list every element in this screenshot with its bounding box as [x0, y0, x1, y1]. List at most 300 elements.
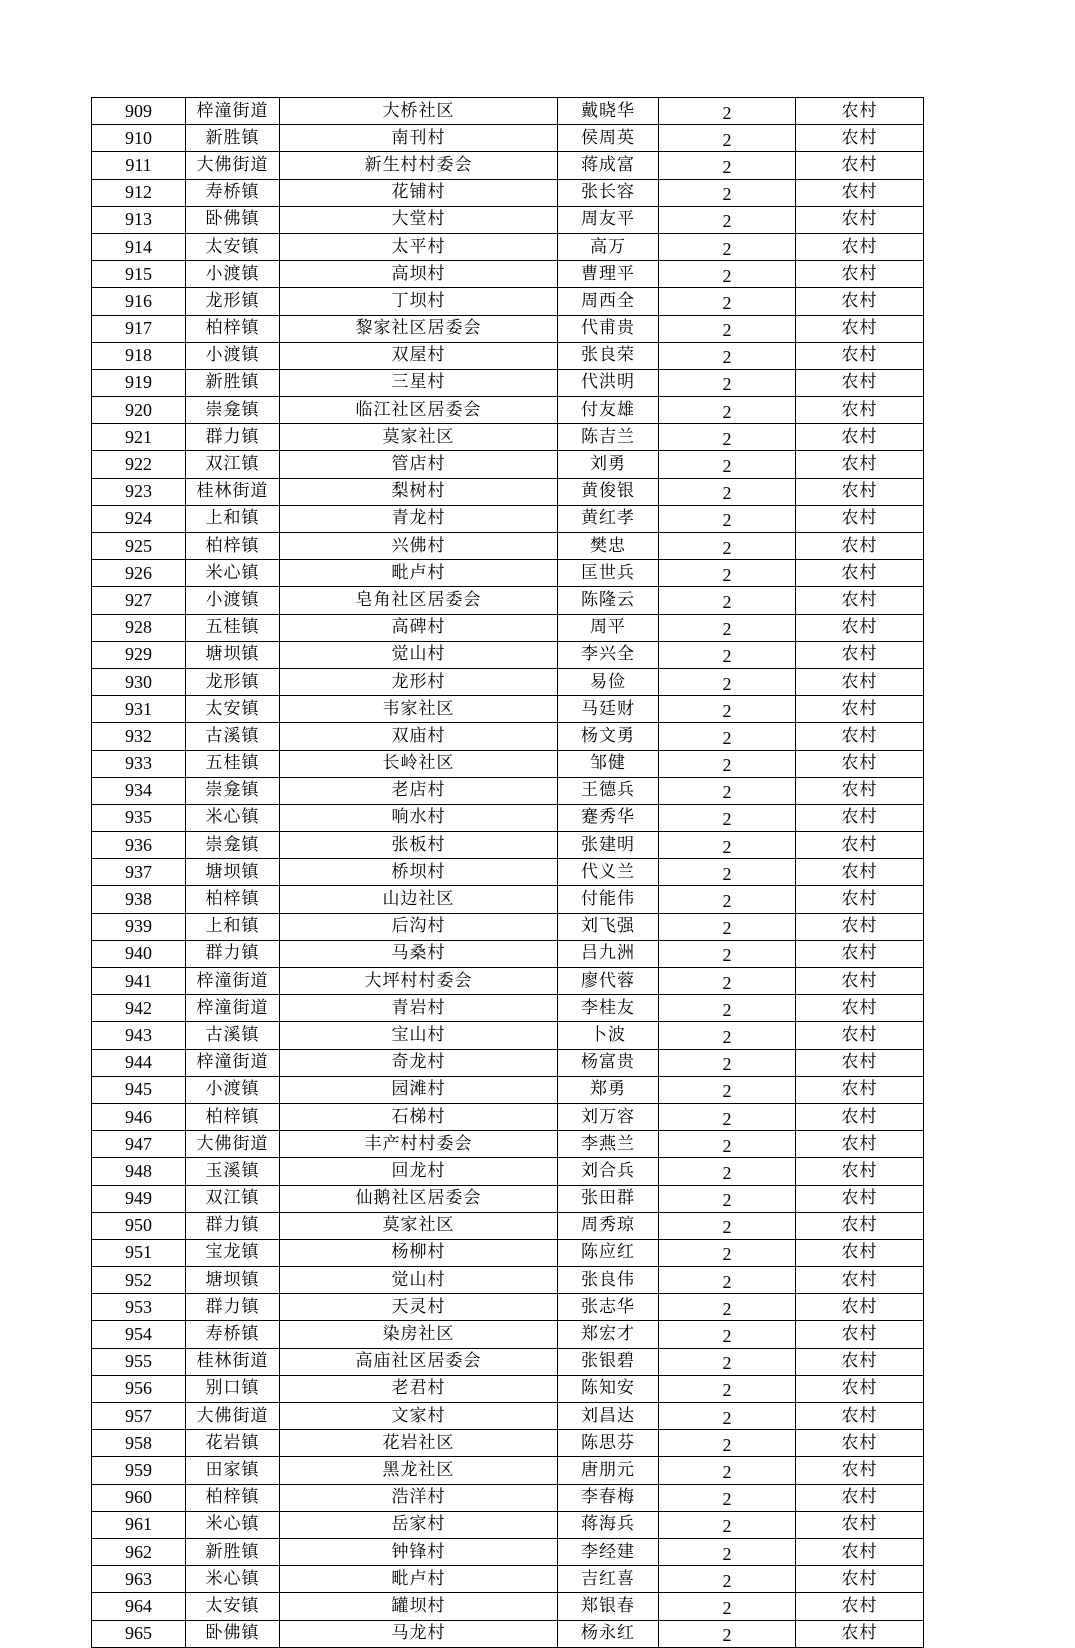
township-cell: 桂林街道 [186, 478, 280, 505]
township-cell: 柏梓镇 [186, 1484, 280, 1511]
township-cell: 新胜镇 [186, 125, 280, 152]
person-name-cell: 樊忠 [558, 533, 659, 560]
table-row [92, 560, 924, 587]
person-name-cell: 李桂友 [558, 995, 659, 1022]
person-name-cell: 陈知安 [558, 1375, 659, 1402]
count-cell: 2 [659, 179, 796, 206]
category-cell: 农村 [796, 206, 924, 233]
row-number-cell: 941 [92, 968, 186, 995]
count-cell: 2 [659, 478, 796, 505]
person-name-cell: 邹健 [558, 750, 659, 777]
village-cell: 天灵村 [280, 1294, 558, 1321]
row-number-cell: 958 [92, 1430, 186, 1457]
table-row [92, 1511, 924, 1538]
village-cell: 奇龙村 [280, 1049, 558, 1076]
township-cell: 群力镇 [186, 1212, 280, 1239]
person-name-cell: 代洪明 [558, 369, 659, 396]
village-cell: 后沟村 [280, 913, 558, 940]
township-cell: 塘坝镇 [186, 859, 280, 886]
row-number-cell: 962 [92, 1538, 186, 1565]
township-cell: 龙形镇 [186, 288, 280, 315]
count-cell: 2 [659, 1620, 796, 1647]
village-cell: 黎家社区居委会 [280, 315, 558, 342]
township-cell: 崇龛镇 [186, 832, 280, 859]
count-cell: 2 [659, 1185, 796, 1212]
person-name-cell: 李兴全 [558, 641, 659, 668]
person-name-cell: 杨永红 [558, 1620, 659, 1647]
village-cell: 长岭社区 [280, 750, 558, 777]
township-cell: 田家镇 [186, 1457, 280, 1484]
count-cell: 2 [659, 696, 796, 723]
category-cell: 农村 [796, 424, 924, 451]
township-cell: 米心镇 [186, 804, 280, 831]
person-name-cell: 曹理平 [558, 261, 659, 288]
count-cell: 2 [659, 1103, 796, 1130]
table-row [92, 1185, 924, 1212]
count-cell: 2 [659, 1593, 796, 1620]
category-cell: 农村 [796, 533, 924, 560]
person-name-cell: 唐朋元 [558, 1457, 659, 1484]
category-cell: 农村 [796, 668, 924, 695]
category-cell: 农村 [796, 641, 924, 668]
village-cell: 高碑村 [280, 614, 558, 641]
row-number-cell: 944 [92, 1049, 186, 1076]
person-name-cell: 周友平 [558, 206, 659, 233]
person-name-cell: 张长容 [558, 179, 659, 206]
person-name-cell: 黄俊银 [558, 478, 659, 505]
category-cell: 农村 [796, 859, 924, 886]
row-number-cell: 954 [92, 1321, 186, 1348]
village-cell: 青岩村 [280, 995, 558, 1022]
category-cell: 农村 [796, 1457, 924, 1484]
village-cell: 染房社区 [280, 1321, 558, 1348]
category-cell: 农村 [796, 288, 924, 315]
village-cell: 石梯村 [280, 1103, 558, 1130]
row-number-cell: 950 [92, 1212, 186, 1239]
township-cell: 柏梓镇 [186, 886, 280, 913]
row-number-cell: 938 [92, 886, 186, 913]
row-number-cell: 921 [92, 424, 186, 451]
table-row [92, 261, 924, 288]
count-cell: 2 [659, 777, 796, 804]
count-cell: 2 [659, 804, 796, 831]
table-row [92, 886, 924, 913]
row-number-cell: 931 [92, 696, 186, 723]
village-cell: 老君村 [280, 1375, 558, 1402]
row-number-cell: 939 [92, 913, 186, 940]
table-row [92, 233, 924, 260]
village-cell: 丰产村村委会 [280, 1131, 558, 1158]
township-cell: 崇龛镇 [186, 397, 280, 424]
count-cell: 2 [659, 1212, 796, 1239]
category-cell: 农村 [796, 478, 924, 505]
person-name-cell: 吕九洲 [558, 940, 659, 967]
category-cell: 农村 [796, 342, 924, 369]
township-cell: 太安镇 [186, 696, 280, 723]
village-cell: 管店村 [280, 451, 558, 478]
person-name-cell: 卜波 [558, 1022, 659, 1049]
township-cell: 新胜镇 [186, 369, 280, 396]
table-row [92, 1076, 924, 1103]
row-number-cell: 919 [92, 369, 186, 396]
row-number-cell: 946 [92, 1103, 186, 1130]
category-cell: 农村 [796, 1620, 924, 1647]
township-cell: 塘坝镇 [186, 641, 280, 668]
village-cell: 黑龙社区 [280, 1457, 558, 1484]
township-cell: 新胜镇 [186, 1538, 280, 1565]
row-number-cell: 920 [92, 397, 186, 424]
row-number-cell: 912 [92, 179, 186, 206]
township-cell: 宝龙镇 [186, 1239, 280, 1266]
row-number-cell: 926 [92, 560, 186, 587]
village-cell: 马龙村 [280, 1620, 558, 1647]
category-cell: 农村 [796, 750, 924, 777]
person-name-cell: 王德兵 [558, 777, 659, 804]
row-number-cell: 923 [92, 478, 186, 505]
table-row [92, 940, 924, 967]
township-cell: 上和镇 [186, 505, 280, 532]
township-cell: 别口镇 [186, 1375, 280, 1402]
person-name-cell: 张田群 [558, 1185, 659, 1212]
person-name-cell: 侯周英 [558, 125, 659, 152]
count-cell: 2 [659, 723, 796, 750]
category-cell: 农村 [796, 369, 924, 396]
roster-table-body [92, 98, 924, 1648]
township-cell: 大佛街道 [186, 1131, 280, 1158]
table-row [92, 1267, 924, 1294]
table-row [92, 913, 924, 940]
township-cell: 米心镇 [186, 560, 280, 587]
township-cell: 龙形镇 [186, 668, 280, 695]
table-row [92, 1158, 924, 1185]
row-number-cell: 963 [92, 1566, 186, 1593]
count-cell: 2 [659, 886, 796, 913]
township-cell: 群力镇 [186, 940, 280, 967]
township-cell: 梓潼街道 [186, 98, 280, 125]
table-row [92, 614, 924, 641]
category-cell: 农村 [796, 804, 924, 831]
person-name-cell: 陈应红 [558, 1239, 659, 1266]
count-cell: 2 [659, 451, 796, 478]
table-row [92, 98, 924, 125]
category-cell: 农村 [796, 152, 924, 179]
row-number-cell: 930 [92, 668, 186, 695]
village-cell: 青龙村 [280, 505, 558, 532]
table-row [92, 859, 924, 886]
count-cell: 2 [659, 288, 796, 315]
village-cell: 觉山村 [280, 641, 558, 668]
township-cell: 双江镇 [186, 451, 280, 478]
person-name-cell: 刘万容 [558, 1103, 659, 1130]
person-name-cell: 代义兰 [558, 859, 659, 886]
township-cell: 米心镇 [186, 1566, 280, 1593]
table-row [92, 804, 924, 831]
category-cell: 农村 [796, 1566, 924, 1593]
table-row [92, 1049, 924, 1076]
category-cell: 农村 [796, 1185, 924, 1212]
category-cell: 农村 [796, 1484, 924, 1511]
count-cell: 2 [659, 206, 796, 233]
category-cell: 农村 [796, 179, 924, 206]
count-cell: 2 [659, 1049, 796, 1076]
person-name-cell: 戴晓华 [558, 98, 659, 125]
table-row [92, 152, 924, 179]
township-cell: 梓潼街道 [186, 995, 280, 1022]
table-row [92, 777, 924, 804]
village-cell: 梨树村 [280, 478, 558, 505]
person-name-cell: 刘勇 [558, 451, 659, 478]
township-cell: 古溪镇 [186, 1022, 280, 1049]
count-cell: 2 [659, 913, 796, 940]
township-cell: 小渡镇 [186, 261, 280, 288]
township-cell: 上和镇 [186, 913, 280, 940]
village-cell: 高坝村 [280, 261, 558, 288]
person-name-cell: 陈吉兰 [558, 424, 659, 451]
category-cell: 农村 [796, 261, 924, 288]
row-number-cell: 922 [92, 451, 186, 478]
person-name-cell: 蒋成富 [558, 152, 659, 179]
township-cell: 古溪镇 [186, 723, 280, 750]
person-name-cell: 李春梅 [558, 1484, 659, 1511]
village-cell: 南刊村 [280, 125, 558, 152]
table-row [92, 369, 924, 396]
township-cell: 五桂镇 [186, 614, 280, 641]
person-name-cell: 李燕兰 [558, 1131, 659, 1158]
count-cell: 2 [659, 1538, 796, 1565]
category-cell: 农村 [796, 1049, 924, 1076]
row-number-cell: 959 [92, 1457, 186, 1484]
table-row [92, 1348, 924, 1375]
village-cell: 双庙村 [280, 723, 558, 750]
category-cell: 农村 [796, 1212, 924, 1239]
table-row [92, 315, 924, 342]
township-cell: 群力镇 [186, 1294, 280, 1321]
count-cell: 2 [659, 1403, 796, 1430]
person-name-cell: 蹇秀华 [558, 804, 659, 831]
township-cell: 太安镇 [186, 233, 280, 260]
person-name-cell: 蒋海兵 [558, 1511, 659, 1538]
count-cell: 2 [659, 560, 796, 587]
count-cell: 2 [659, 587, 796, 614]
person-name-cell: 周平 [558, 614, 659, 641]
count-cell: 2 [659, 832, 796, 859]
village-cell: 皂角社区居委会 [280, 587, 558, 614]
table-row [92, 1457, 924, 1484]
row-number-cell: 947 [92, 1131, 186, 1158]
count-cell: 2 [659, 1131, 796, 1158]
table-row [92, 1022, 924, 1049]
category-cell: 农村 [796, 1375, 924, 1402]
row-number-cell: 911 [92, 152, 186, 179]
count-cell: 2 [659, 125, 796, 152]
table-row [92, 397, 924, 424]
township-cell: 梓潼街道 [186, 1049, 280, 1076]
village-cell: 太平村 [280, 233, 558, 260]
township-cell: 大佛街道 [186, 1403, 280, 1430]
table-row [92, 478, 924, 505]
village-cell: 园滩村 [280, 1076, 558, 1103]
row-number-cell: 925 [92, 533, 186, 560]
person-name-cell: 郑勇 [558, 1076, 659, 1103]
category-cell: 农村 [796, 315, 924, 342]
person-name-cell: 匡世兵 [558, 560, 659, 587]
row-number-cell: 917 [92, 315, 186, 342]
count-cell: 2 [659, 152, 796, 179]
category-cell: 农村 [796, 886, 924, 913]
person-name-cell: 付友雄 [558, 397, 659, 424]
roster-table [91, 97, 924, 1648]
category-cell: 农村 [796, 1593, 924, 1620]
table-row [92, 1538, 924, 1565]
person-name-cell: 李经建 [558, 1538, 659, 1565]
row-number-cell: 933 [92, 750, 186, 777]
category-cell: 农村 [796, 587, 924, 614]
category-cell: 农村 [796, 777, 924, 804]
row-number-cell: 916 [92, 288, 186, 315]
category-cell: 农村 [796, 1022, 924, 1049]
count-cell: 2 [659, 1375, 796, 1402]
category-cell: 农村 [796, 98, 924, 125]
count-cell: 2 [659, 614, 796, 641]
category-cell: 农村 [796, 1403, 924, 1430]
category-cell: 农村 [796, 397, 924, 424]
township-cell: 小渡镇 [186, 342, 280, 369]
row-number-cell: 942 [92, 995, 186, 1022]
table-row [92, 1103, 924, 1130]
village-cell: 双屋村 [280, 342, 558, 369]
category-cell: 农村 [796, 233, 924, 260]
row-number-cell: 937 [92, 859, 186, 886]
row-number-cell: 951 [92, 1239, 186, 1266]
category-cell: 农村 [796, 723, 924, 750]
category-cell: 农村 [796, 940, 924, 967]
village-cell: 三星村 [280, 369, 558, 396]
village-cell: 兴佛村 [280, 533, 558, 560]
township-cell: 花岩镇 [186, 1430, 280, 1457]
row-number-cell: 964 [92, 1593, 186, 1620]
person-name-cell: 张建明 [558, 832, 659, 859]
row-number-cell: 914 [92, 233, 186, 260]
row-number-cell: 913 [92, 206, 186, 233]
table-row [92, 1131, 924, 1158]
table-row [92, 995, 924, 1022]
township-cell: 卧佛镇 [186, 206, 280, 233]
count-cell: 2 [659, 940, 796, 967]
row-number-cell: 960 [92, 1484, 186, 1511]
village-cell: 大桥社区 [280, 98, 558, 125]
township-cell: 群力镇 [186, 424, 280, 451]
township-cell: 太安镇 [186, 1593, 280, 1620]
table-row [92, 1484, 924, 1511]
person-name-cell: 刘合兵 [558, 1158, 659, 1185]
village-cell: 响水村 [280, 804, 558, 831]
row-number-cell: 929 [92, 641, 186, 668]
table-row [92, 1620, 924, 1647]
village-cell: 毗卢村 [280, 560, 558, 587]
table-row [92, 1375, 924, 1402]
category-cell: 农村 [796, 1076, 924, 1103]
row-number-cell: 943 [92, 1022, 186, 1049]
village-cell: 老店村 [280, 777, 558, 804]
person-name-cell: 刘飞强 [558, 913, 659, 940]
person-name-cell: 郑宏才 [558, 1321, 659, 1348]
category-cell: 农村 [796, 1103, 924, 1130]
row-number-cell: 924 [92, 505, 186, 532]
table-row [92, 1239, 924, 1266]
count-cell: 2 [659, 261, 796, 288]
village-cell: 马桑村 [280, 940, 558, 967]
township-cell: 小渡镇 [186, 1076, 280, 1103]
person-name-cell: 陈隆云 [558, 587, 659, 614]
table-row [92, 125, 924, 152]
village-cell: 钟锋村 [280, 1538, 558, 1565]
table-row [92, 533, 924, 560]
person-name-cell: 郑银春 [558, 1593, 659, 1620]
village-cell: 大堂村 [280, 206, 558, 233]
row-number-cell: 918 [92, 342, 186, 369]
person-name-cell: 黄红孝 [558, 505, 659, 532]
category-cell: 农村 [796, 968, 924, 995]
township-cell: 梓潼街道 [186, 968, 280, 995]
person-name-cell: 张良荣 [558, 342, 659, 369]
township-cell: 双江镇 [186, 1185, 280, 1212]
table-row [92, 451, 924, 478]
table-row [92, 1212, 924, 1239]
count-cell: 2 [659, 533, 796, 560]
village-cell: 莫家社区 [280, 424, 558, 451]
row-number-cell: 932 [92, 723, 186, 750]
table-row [92, 206, 924, 233]
table-row [92, 342, 924, 369]
village-cell: 花岩社区 [280, 1430, 558, 1457]
person-name-cell: 张银碧 [558, 1348, 659, 1375]
village-cell: 大坪村村委会 [280, 968, 558, 995]
person-name-cell: 易俭 [558, 668, 659, 695]
row-number-cell: 956 [92, 1375, 186, 1402]
count-cell: 2 [659, 1457, 796, 1484]
township-cell: 大佛街道 [186, 152, 280, 179]
table-row [92, 1403, 924, 1430]
category-cell: 农村 [796, 505, 924, 532]
village-cell: 毗卢村 [280, 1566, 558, 1593]
count-cell: 2 [659, 1294, 796, 1321]
category-cell: 农村 [796, 995, 924, 1022]
row-number-cell: 952 [92, 1267, 186, 1294]
row-number-cell: 957 [92, 1403, 186, 1430]
row-number-cell: 961 [92, 1511, 186, 1538]
table-row [92, 1593, 924, 1620]
count-cell: 2 [659, 641, 796, 668]
category-cell: 农村 [796, 1348, 924, 1375]
village-cell: 张板村 [280, 832, 558, 859]
count-cell: 2 [659, 1511, 796, 1538]
village-cell: 莫家社区 [280, 1212, 558, 1239]
table-row [92, 696, 924, 723]
category-cell: 农村 [796, 832, 924, 859]
table-row [92, 668, 924, 695]
table-row [92, 1430, 924, 1457]
township-cell: 米心镇 [186, 1511, 280, 1538]
count-cell: 2 [659, 859, 796, 886]
person-name-cell: 张良伟 [558, 1267, 659, 1294]
count-cell: 2 [659, 1430, 796, 1457]
village-cell: 高庙社区居委会 [280, 1348, 558, 1375]
village-cell: 文家村 [280, 1403, 558, 1430]
table-row [92, 1566, 924, 1593]
count-cell: 2 [659, 968, 796, 995]
count-cell: 2 [659, 1158, 796, 1185]
village-cell: 龙形村 [280, 668, 558, 695]
